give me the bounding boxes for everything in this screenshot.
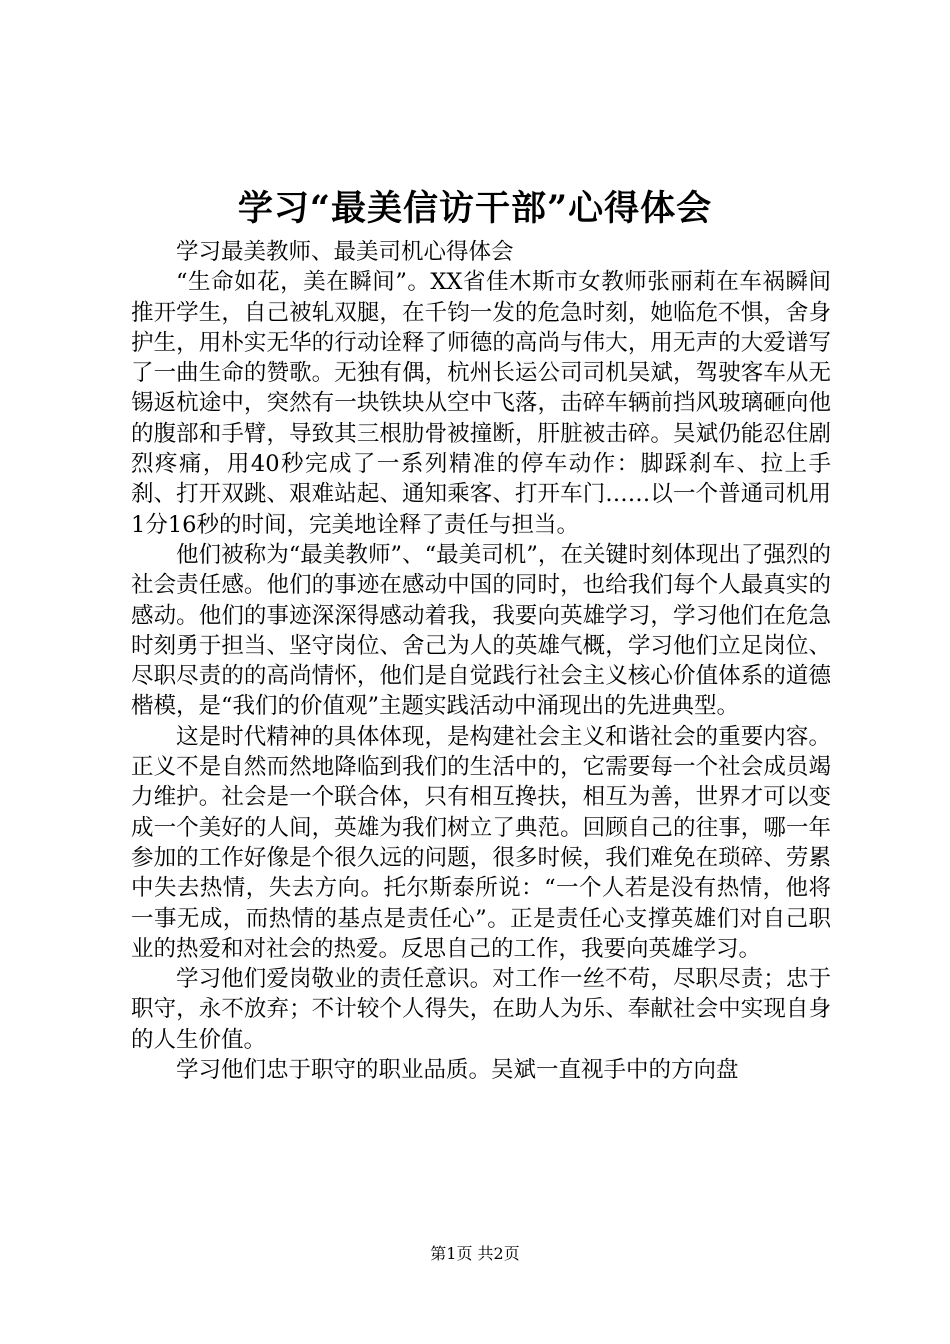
paragraph: 这是时代精神的具体体现，是构建社会主义和谐社会的重要内容。正义不是自然而然地降临到我们的生活中的，它需要每一个社会成员竭力维护。社会是一个联合体，只有相互搀扶，相互为善，世界才可以变成一个美好的人间，英雄为我们树立了典范。回顾自己的往事，哪一年参加的工作好像是个很久远的问题，很多时候，我们难免在琐碎、劳累中失去热情，失去方向。托尔斯泰所说：“一个人若是没有热情，他将一事无成，而热情的基点是责任心”。正是责任心支撑英雄们对自己职业的热爱和对社会的热爱。反思自己的工作，我要向英雄学习。 (131, 723, 831, 962)
paragraph: 他们被称为“最美教师”、“最美司机”，在关键时刻体现出了强烈的社会责任感。他们的事迹在感动中国的同时，也给我们每个人最真实的感动。他们的事迹深深得感动着我，我要向英雄学习，学习他们在危急时刻勇于担当、坚守岗位、舍己为人的英雄气概，学习他们立足岗位、尽职尽责的的高尚情怀，他们是自觉践行社会主义核心价值体系的道德楷模，是“我们的价值观”主题实践活动中涌现出的先进典型。 (131, 541, 831, 720)
document-title: 学习“最美信访干部”心得体会 (237, 188, 713, 229)
document-body (131, 237, 831, 1085)
paragraph: 学习他们爱岗敬业的责任意识。对工作一丝不苟，尽职尽责；忠于职守，永不放弃；不计较个人得失，在助人为乐、奉献社会中实现自身的人生价值。 (131, 966, 831, 1053)
paragraph-subtitle: 学习最美教师、最美司机心得体会 (176, 239, 514, 265)
paragraph: 学习他们忠于职守的职业品质。吴斌一直视手中的方向盘 (176, 1057, 739, 1084)
paragraph: “生命如花，美在瞬间”。XX省佳木斯市女教师张丽莉在车祸瞬间推开学生，自己被轧双腿，在千钧一发的危急时刻，她临危不惧，舍身护生，用朴实无华的行动诠释了师德的高尚与伟大，用无声的大爱谱写了一曲生命的赞歌。无独有偶，杭州长运公司司机吴斌，驾驶客车从无锡返杭途中，突然有一块铁块从空中飞落，击碎车辆前挡风玻璃砸向他的腹部和手臂，导致其三根肋骨被撞断，肝脏被击碎。吴斌仍能忍住剧烈疼痛，用40秒完成了一系列精准的停车动作：脚踩刹车、拉上手刹、打开双跳、艰难站起、通知乘客、打开车门……以一个普通司机用1分16秒的时间，完美地诠释了责任与担当。 (131, 269, 831, 538)
page-number-footer: 第1页 共2页 (430, 1244, 520, 1263)
